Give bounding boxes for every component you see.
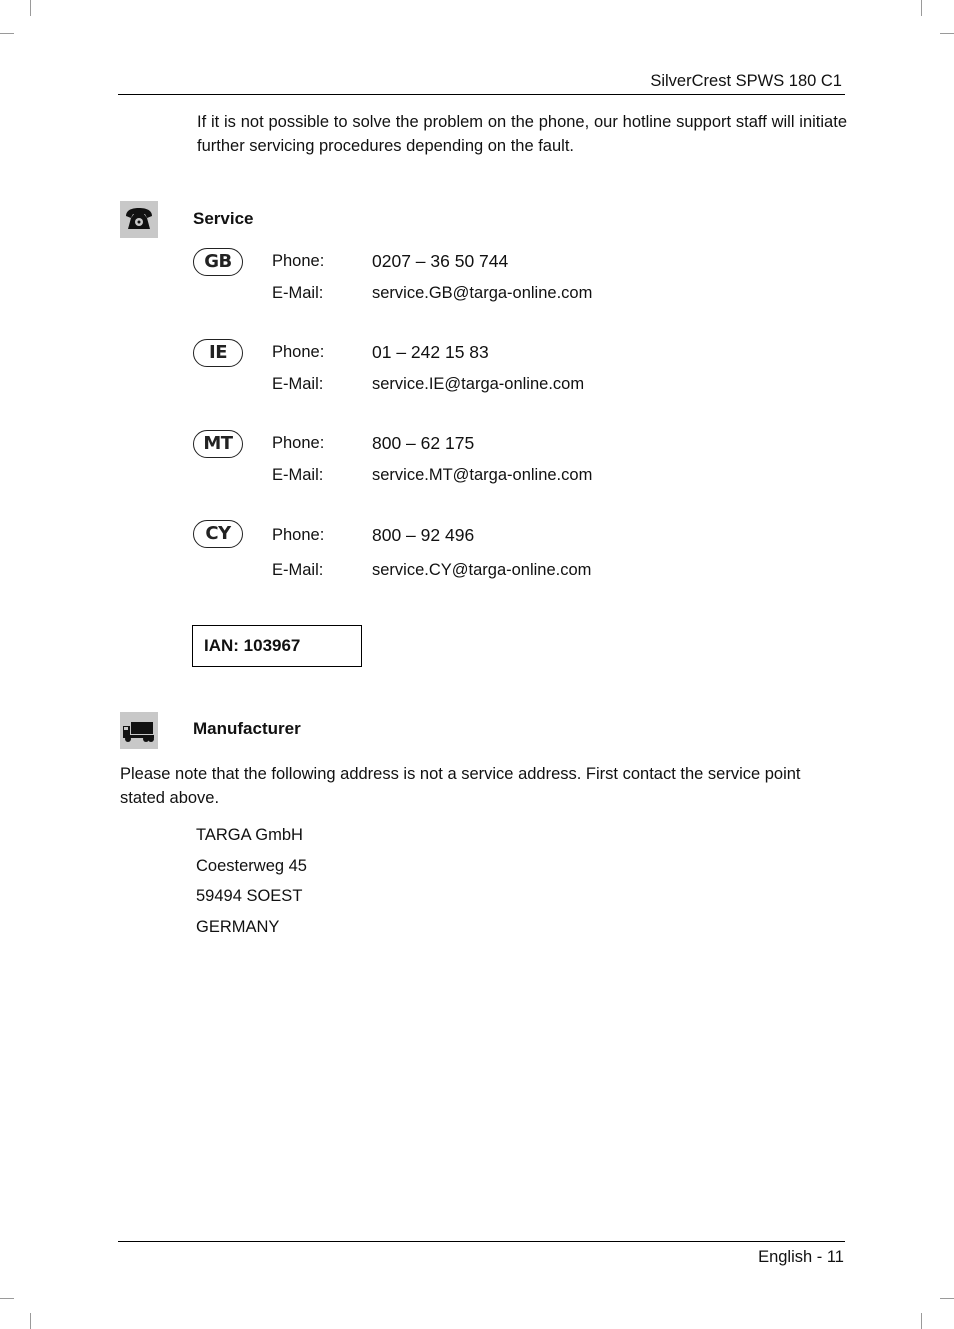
country-badge-ie: IE [193,339,243,367]
address-line: 59494 SOEST [196,887,303,905]
header-product-title: SilverCrest SPWS 180 C1 [650,72,842,90]
phone-number-mt: 800 – 62 175 [372,433,475,453]
manufacturer-note: Please note that the following address is not a service address. First contact the service point stated above. [120,765,801,807]
country-badge-cy: CY [193,520,243,548]
phone-label: Phone: [272,526,325,544]
email-ie: service.IE@targa-online.com [372,375,585,393]
crop-mark [30,0,31,16]
footer-rule [118,1241,845,1242]
intro-paragraph: If it is not possible to solve the problem on the phone, our hotline support staff will initiate further servicing procedures depending on the fault. [197,113,847,155]
phone-label: Phone: [272,252,325,270]
crop-mark [921,0,922,16]
header-rule [118,94,845,95]
country-badge-mt: MT [193,430,243,458]
manufacturer-heading: Manufacturer [193,719,301,738]
phone-label: Phone: [272,343,325,361]
address-line: GERMANY [196,918,280,936]
country-badge-gb: GB [193,248,243,276]
truck-icon [120,712,158,749]
crop-mark [0,33,14,34]
telephone-icon [120,201,158,238]
address-line: TARGA GmbH [196,826,303,844]
crop-mark [921,1313,922,1329]
service-heading: Service [193,209,254,228]
email-label: E-Mail: [272,284,324,302]
crop-mark [940,1298,954,1299]
email-mt: service.MT@targa-online.com [372,466,593,484]
phone-number-cy: 800 – 92 496 [372,525,475,545]
crop-mark [30,1313,31,1329]
phone-number-gb: 0207 – 36 50 744 [372,251,509,271]
ian-box: IAN: 103967 [192,625,362,667]
email-label: E-Mail: [272,375,324,393]
phone-number-ie: 01 – 242 15 83 [372,342,489,362]
email-label: E-Mail: [272,466,324,484]
phone-label: Phone: [272,434,325,452]
crop-mark [0,1298,14,1299]
address-line: Coesterweg 45 [196,857,307,875]
page-number: English - 11 [758,1248,844,1266]
email-gb: service.GB@targa-online.com [372,284,593,302]
email-cy: service.CY@targa-online.com [372,561,592,579]
email-label: E-Mail: [272,561,324,579]
crop-mark [940,33,954,34]
